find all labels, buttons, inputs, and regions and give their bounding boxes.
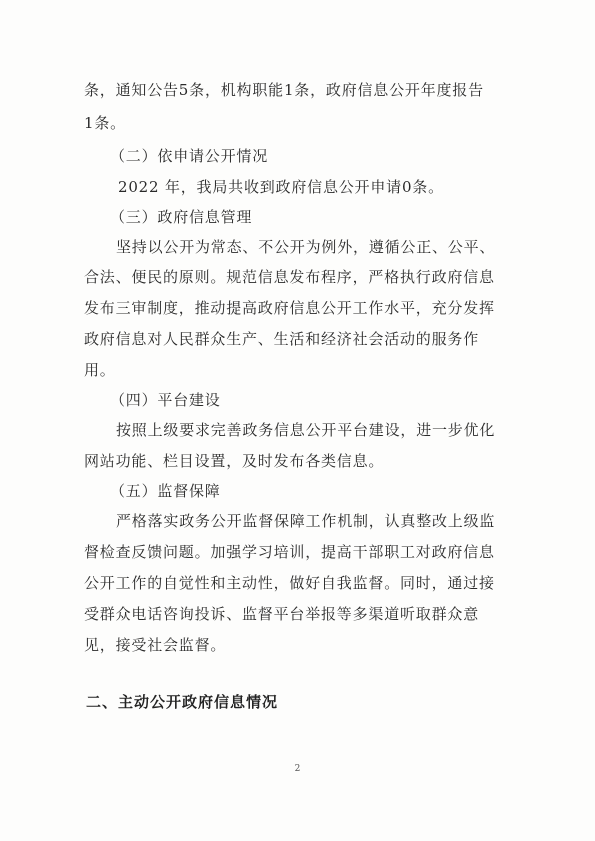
paragraph-line: 督检查反馈问题。加强学习培训，提高干部职工对政府信息 bbox=[84, 543, 495, 561]
paragraph-line: 公开工作的自觉性和主动性，做好自我监督。同时，通过接 bbox=[84, 574, 495, 592]
subsection-heading-3: （三）政府信息管理 bbox=[110, 208, 253, 226]
paragraph-line: 用。 bbox=[84, 361, 116, 379]
paragraph-line: 1条。 bbox=[84, 114, 126, 132]
subsection-heading-4: （四）平台建设 bbox=[110, 391, 221, 409]
paragraph-line: 合法、便民的原则。规范信息发布程序，严格执行政府信息 bbox=[84, 268, 495, 286]
paragraph-line: 发布三审制度，推动提高政府信息公开工作水平，充分发挥 bbox=[84, 299, 495, 317]
paragraph-line: 受群众电话咨询投诉、监督平台举报等多渠道听取群众意 bbox=[84, 605, 480, 623]
paragraph-line: 坚持以公开为常态、不公开为例外，遵循公正、公平、 bbox=[116, 238, 496, 256]
paragraph-line: 2022 年，我局共收到政府信息公开申请0条。 bbox=[118, 178, 444, 196]
paragraph-line: 政府信息对人民群众生产、生活和经济社会活动的服务作 bbox=[84, 330, 480, 348]
section-title: 二、主动公开政府信息情况 bbox=[86, 693, 279, 711]
paragraph-line: 严格落实政务公开监督保障工作机制，认真整改上级监 bbox=[116, 512, 496, 530]
paragraph-line: 条，通知公告5条，机构职能1条，政府信息公开年度报告 bbox=[84, 81, 484, 99]
subsection-heading-2: （二）依申请公开情况 bbox=[110, 147, 269, 165]
paragraph-line: 见，接受社会监督。 bbox=[84, 636, 227, 654]
paragraph-line: 按照上级要求完善政务信息公开平台建设，进一步优化 bbox=[116, 421, 496, 439]
page-number: 2 bbox=[294, 764, 301, 774]
subsection-heading-5: （五）监督保障 bbox=[110, 482, 221, 500]
paragraph-line: 网站功能、栏目设置，及时发布各类信息。 bbox=[84, 452, 385, 470]
